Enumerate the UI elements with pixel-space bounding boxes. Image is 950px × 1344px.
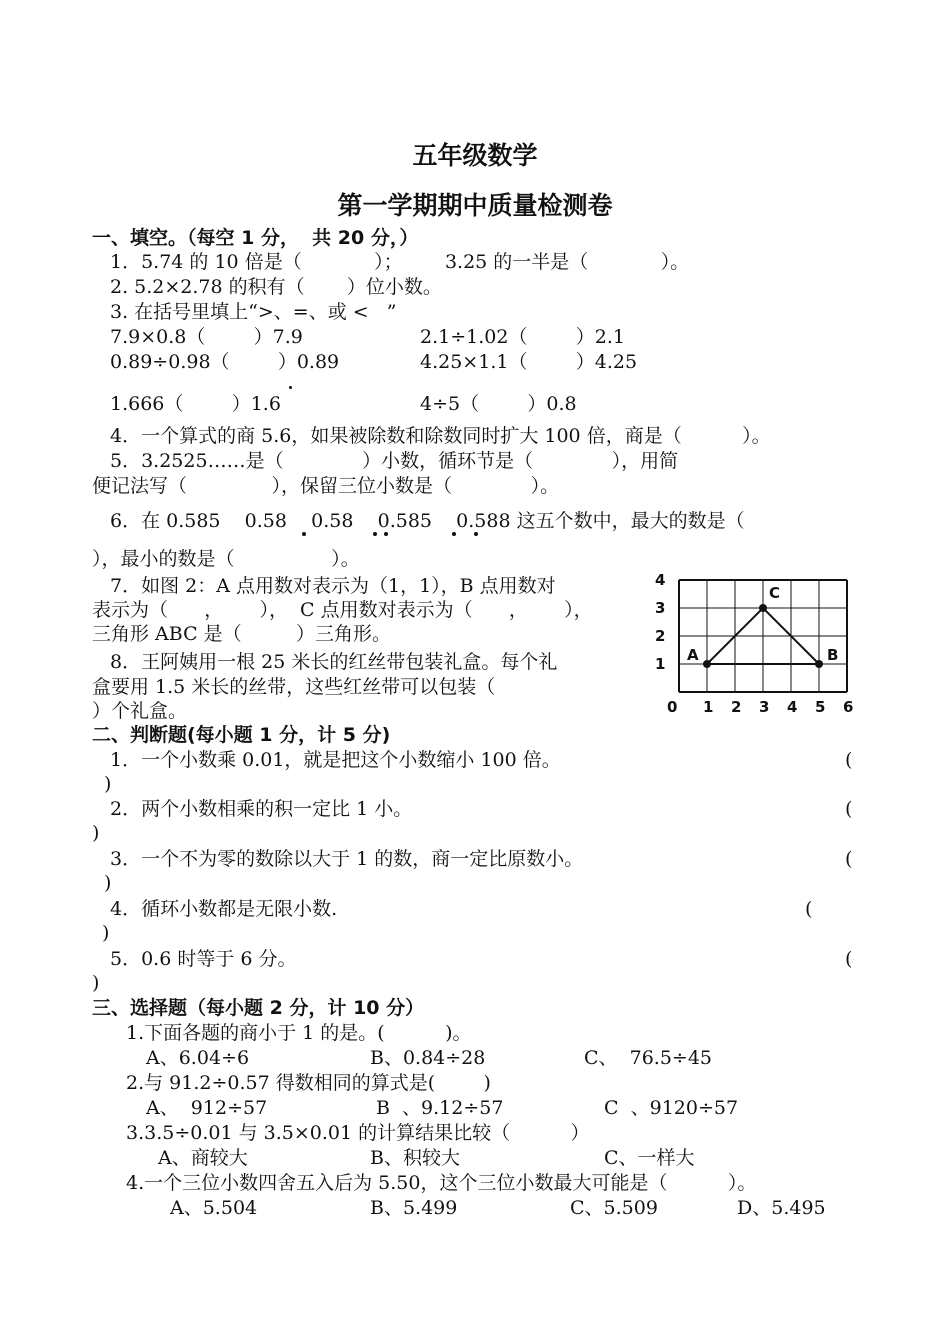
point-label: B [827,646,839,664]
judgement-item: 3．一个不为零的数除以大于 1 的数，商一定比原数小。 [110,848,584,870]
choice-option: C 、9120÷57 [604,1097,739,1119]
answer-paren-close: ) [92,972,100,994]
section1-heading: 一、填空。（每空 1 分， 共 20 分，） [92,227,419,249]
choice-option: C、5.509 [570,1197,658,1219]
q1-6-line2: ），最小的数是（ ）。 [92,548,360,570]
choice-option: C、 76.5÷45 [584,1047,713,1069]
q1-7-line2: 表示为（ ， ）， C 点用数对表示为（ ， ）， [92,599,593,621]
x-tick-label: 5 [815,698,826,716]
judgement-item: 2．两个小数相乘的积一定比 1 小。 [110,798,413,820]
q1-3-d: 4.25×1.1（ ）4.25 [420,351,638,373]
choice-option: B、0.84÷28 [370,1047,486,1069]
q1-5-line2: 便记法写（ ），保留三位小数是（ ）。 [92,475,560,497]
q1-6-line1: 6．在 0.585 0.58 0.58 0.585 0.588 这五个数中，最大的数是（ [110,510,745,532]
choice-option: A、商较大 [158,1147,248,1169]
repeating-dot [474,532,478,536]
choice-option: A、6.04÷6 [146,1047,250,1069]
q1-3: 3. 在括号里填上“>、=、或 < ” [110,301,397,323]
x-tick-label: 2 [731,698,742,716]
judgement-item: 5．0.6 时等于 6 分。 [110,948,297,970]
point-label: C [769,584,781,602]
answer-paren-close: ) [102,922,110,944]
repeating-dot [302,532,306,536]
repeating-dot [384,532,388,536]
repeating-dot [289,386,292,389]
y-tick-label: 2 [655,627,666,645]
answer-paren-open: ( [805,898,813,920]
q1-8-line2: 盒要用 1.5 米长的丝带，这些红丝带可以包装（ [92,676,496,698]
choice-option: A、5.504 [170,1197,258,1219]
point-c [759,604,767,612]
point-label: A [687,646,699,664]
q1-3-a: 7.9×0.8（ ）7.9 [110,326,303,348]
answer-paren-close: ) [104,872,112,894]
repeating-dot [452,532,456,536]
answer-paren-open: ( [845,798,853,820]
q1-5-line1: 5．3.2525……是（ ）小数，循环节是（ ），用简 [110,450,679,472]
choice-question: 3.3.5÷0.01 与 3.5×0.01 的计算结果比较（ ） [126,1122,590,1144]
q1-3-b: 2.1÷1.02（ ）2.1 [420,326,625,348]
x-tick-label: 1 [703,698,714,716]
point-b [815,660,823,668]
answer-paren-open: ( [845,948,853,970]
y-tick-label: 1 [655,655,666,673]
q1-8-line3: ）个礼盒。 [92,700,188,722]
q1-1: 1．5.74 的 10 倍是（ ）； 3.25 的一半是（ ）。 [110,251,690,273]
q1-7-line1: 7．如图 2：A 点用数对表示为（1，1），B 点用数对 [110,575,556,597]
q1-3-e: 1.666（ ）1.6 [110,393,281,415]
choice-question: 1.下面各题的商小于 1 的是。( )。 [126,1022,472,1044]
q1-8-line1: 8．王阿姨用一根 25 米长的红丝带包装礼盒。每个礼 [110,651,558,673]
answer-paren-close: ) [92,822,100,844]
answer-paren-open: ( [845,749,853,771]
section3-heading: 三、选择题（每小题 2 分，计 10 分） [92,997,425,1019]
point-a [703,660,711,668]
coordinate-grid-figure [650,574,860,719]
y-tick-label: 3 [655,599,666,617]
answer-paren-close: ) [104,773,112,795]
q1-3-c: 0.89÷0.98（ ）0.89 [110,351,340,373]
q1-3-f: 4÷5（ ）0.8 [420,393,577,415]
judgement-item: 4．循环小数都是无限小数. [110,898,338,920]
q1-2: 2. 5.2×2.78 的积有（ ）位小数。 [110,276,442,298]
q1-4: 4．一个算式的商 5.6，如果被除数和除数同时扩大 100 倍，商是（ ）。 [110,425,771,447]
choice-option: D、5.495 [737,1197,826,1219]
x-tick-label: 4 [787,698,798,716]
section2-heading: 二、判断题(每小题 1 分，计 5 分) [92,724,391,746]
x-tick-label: 0 [667,698,678,716]
answer-paren-open: ( [845,848,853,870]
choice-question: 4.一个三位小数四舍五入后为 5.50，这个三位小数最大可能是（ ）。 [126,1172,757,1194]
page-subtitle: 第一学期期中质量检测卷 [337,191,613,220]
page-title: 五年级数学 [412,141,538,170]
choice-option: B、5.499 [370,1197,458,1219]
repeating-dot [373,532,377,536]
q1-7-line3: 三角形 ABC 是（ ）三角形。 [92,623,392,645]
choice-option: B、积较大 [370,1147,460,1169]
choice-option: A、 912÷57 [146,1097,268,1119]
choice-option: C、一样大 [604,1147,695,1169]
choice-option: B 、9.12÷57 [376,1097,504,1119]
judgement-item: 1．一个小数乘 0.01，就是把这个小数缩小 100 倍。 [110,749,561,771]
x-tick-label: 3 [759,698,770,716]
y-tick-label: 4 [655,574,666,589]
x-tick-label: 6 [843,698,854,716]
choice-question: 2.与 91.2÷0.57 得数相同的算式是( ) [126,1072,491,1094]
